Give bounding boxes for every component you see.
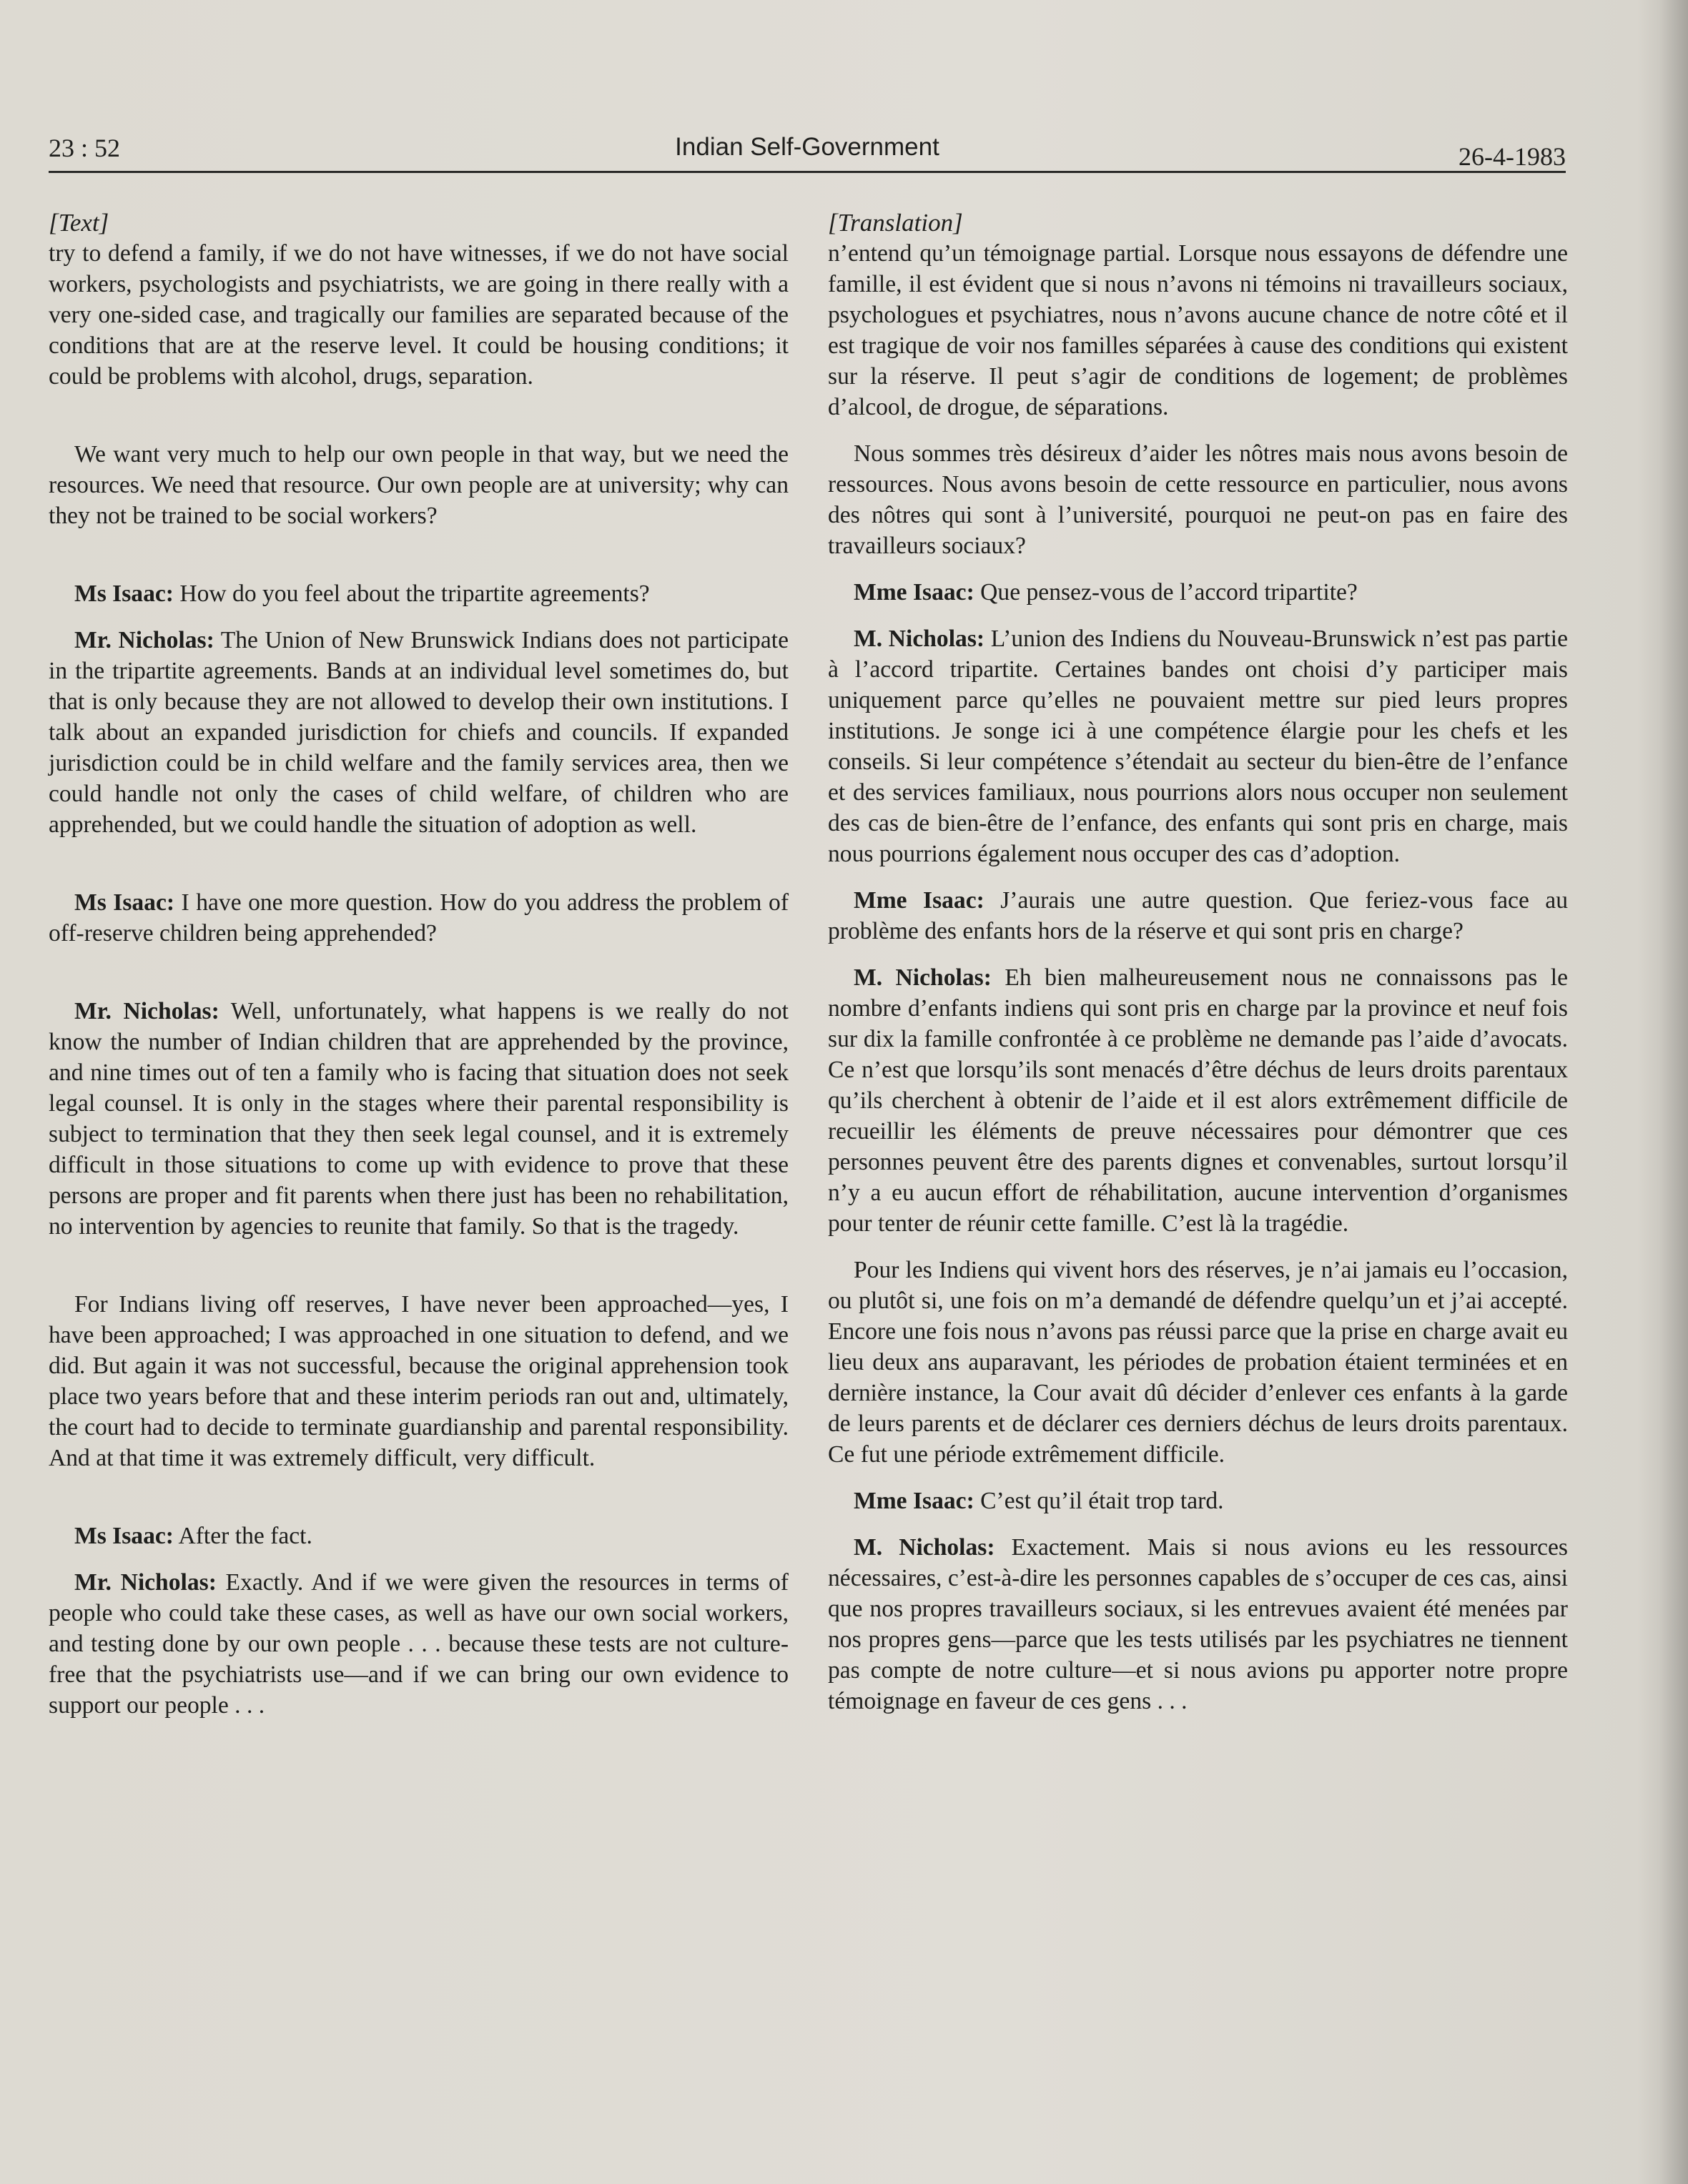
speaker-paragraph <box>49 887 789 949</box>
speech-text: Well, unfortunately, what happens is we really do not know the number of Indian children that are apprehended by the province, and nine times out of ten a family who is facing that situation does not seek legal counsel. It is only in the stages where their parental responsibility is subject to termination that they then seek legal counsel, and it is extremely difficult in those situations to come up with evidence to prove that these persons are proper and fit parents when there just has been no rehabilitation, no intervention by agencies to reunite that family. So that is the tragedy. <box>49 998 789 1240</box>
speech-text: Exactly. And if we were given the resources in terms of people who could take these cases, as well as have our own social workers, and testing done by our own people . . . because these tests are not culture-free that the psychiatrists use—and if we can bring our own evidence to support our people . . . <box>49 1569 789 1719</box>
speaker-name: Mme Isaac: <box>854 1488 974 1514</box>
speaker-paragraph <box>828 962 1568 1239</box>
speaker-paragraph <box>828 1486 1568 1516</box>
translation-tag: [Translation] <box>828 209 963 237</box>
speaker-name: M. Nicholas: <box>854 1534 995 1561</box>
paragraph: Pour les Indiens qui vivent hors des réserves, je n’ai jamais eu l’occasion, ou plutôt si, une fois on m’a demandé de défendre quelqu’un et j’ai accepté. Encore une fois nous n’avons pas réussi parce que la prise en charge avait eu lieu deux ans auparavant, les périodes de probation étaient terminées et en dernière instance, la Cour avait dû décider d’enlever ces enfants à la garde de leurs parents et de déclarer ces derniers déchus de leurs droits parentaux. Ce fut une période extrêmement difficile. <box>828 1257 1568 1468</box>
speaker-name: Mr. Nicholas: <box>74 998 219 1024</box>
speaker-name: M. Nicholas: <box>854 964 992 991</box>
speech-text: C’est qu’il était trop tard. <box>974 1488 1224 1514</box>
speech-text: How do you feel about the tripartite agreements? <box>173 580 650 607</box>
speaker-paragraph <box>49 996 789 1242</box>
page-date: 26-4-1983 <box>1459 142 1566 171</box>
speaker-paragraph <box>49 625 789 840</box>
paragraph: n’entend qu’un témoignage partial. Lorsque nous essayons de défendre une famille, il est évident que si nous n’avons ni témoins ni travailleurs sociaux, psychologues et psychiatres, nous n’avons aucune chance de notre côté et il est tragique de voir nos familles séparées à cause des conditions qui existent sur la réserve. Il peut s’agir de conditions de logement; de problèmes d’alcool, de drogue, de séparations. <box>828 240 1568 420</box>
page-number: 23 : 52 <box>49 134 121 162</box>
speaker-name: Mme Isaac: <box>854 887 984 914</box>
speech-text: I have one more question. How do you address the problem of off-reserve children being apprehended? <box>49 889 789 947</box>
speech-text: Que pensez-vous de l’accord tripartite? <box>974 579 1358 606</box>
page-header <box>49 133 1566 173</box>
paragraph: try to defend a family, if we do not have witnesses, if we do not have social workers, psychologists and psychiatrists, we are going in there really with a very one-sided case, and tragically our families are separated because of the conditions that are at the reserve level. It could be housing conditions; it could be problems with alcohol, drugs, separation. <box>49 240 789 390</box>
running-title: Indian Self-Government <box>675 133 939 161</box>
speaker-paragraph <box>828 1532 1568 1716</box>
speaker-name: M. Nicholas: <box>854 626 985 652</box>
speaker-paragraph <box>828 577 1568 608</box>
speaker-name: Ms Isaac: <box>74 889 175 916</box>
speaker-name: Mr. Nicholas: <box>74 627 214 653</box>
speech-text: J’aurais une autre question. Que feriez-vous face au problème des enfants hors de la réserve et qui sont pris en charge? <box>828 887 1568 944</box>
speaker-paragraph <box>828 885 1568 947</box>
speaker-paragraph <box>49 1521 789 1551</box>
paragraph: For Indians living off reserves, I have never been approached—yes, I have been approached; I was approached in one situation to defend, and we did. But again it was not successful, because the original apprehension took place two years before that and these interim periods ran out and, ultimately, the court had to decide to terminate guardianship and parental responsibility. And at that time it was extremely difficult, very difficult. <box>49 1291 789 1471</box>
speaker-paragraph <box>49 578 789 609</box>
speech-text: After the fact. <box>173 1523 312 1549</box>
speaker-paragraph <box>828 623 1568 869</box>
speech-text: The Union of New Brunswick Indians does not participate in the tripartite agreements. Bands at an individual level sometimes do, but that is only because they are not allowed to develop their own institutions. I talk about an expanded jurisdiction for chiefs and councils. If expanded jurisdiction could be in child welfare and the family services area, then we could handle not only the cases of child welfare, of children who are apprehended, but we could handle the situation of adoption as well. <box>49 627 789 838</box>
speaker-name: Ms Isaac: <box>74 580 174 607</box>
speaker-name: Mr. Nicholas: <box>74 1569 217 1596</box>
page-edge-shadow <box>1659 0 1688 2184</box>
speaker-name: Ms Isaac: <box>74 1523 174 1549</box>
text-tag: [Text] <box>49 209 109 237</box>
speech-text: L’union des Indiens du Nouveau-Brunswick n’est pas partie à l’accord tripartite. Certaines bandes ont choisi d’y participer mais uniquement parce qu’elles ne pouvaient mettre sur pied leurs propres institutions. Je songe ici à une compétence élargie pour les chefs et les conseils. Si leur compétence s’étendait au secteur du bien-être de l’enfance et des services familiaux, nous pourrions alors nous occuper non seulement des cas de bien-être de l’enfance, des enfants qui sont pris en charge, mais nous pourrions également nous occuper des cas d’adoption. <box>828 626 1568 867</box>
header-rule <box>49 171 1566 173</box>
speaker-paragraph <box>49 1567 789 1721</box>
speech-text: Eh bien malheureusement nous ne connaissons pas le nombre d’enfants indiens qui sont pris en charge par la province et neuf fois sur dix la famille confrontée à ce problème ne demande pas l’aide d’avocats. Ce n’est que lorsqu’ils sont menacés d’être déchus de leurs droits parentaux qu’ils cherchent à obtenir de l’aide et il est alors extrêmement difficile de recueillir les éléments de preuve nécessaires pour démontrer que ces personnes peuvent être des parents dignes et convenables, surtout lorsqu’il n’y a eu aucun effort de réhabilitation, aucune intervention d’organismes pour tenter de réunir cette famille. C’est là la tragédie. <box>828 964 1568 1237</box>
speech-text: Exactement. Mais si nous avions eu les ressources nécessaires, c’est-à-dire les personnes capables de s’occuper de ces cas, ainsi que nos propres travailleurs sociaux, si les entrevues avaient été menées par nos propres gens—parce que les tests utilisés par les psychiatres ne tiennent pas compte de notre culture—et si nous avions pu apporter notre propre témoignage en faveur de ces gens . . . <box>828 1534 1568 1714</box>
paragraph: Nous sommes très désireux d’aider les nôtres mais nous avons besoin de ressources. Nous avons besoin de cette ressource en particulier, nous avons des nôtres qui sont à l’université, pourquoi ne peut-on pas en faire des travailleurs sociaux? <box>828 440 1568 559</box>
paragraph: We want very much to help our own people in that way, but we need the resources. We need that resource. Our own people are at university; why can they not be trained to be social workers? <box>49 441 789 529</box>
english-column <box>49 207 789 1721</box>
speaker-name: Mme Isaac: <box>854 579 974 606</box>
french-column <box>828 207 1568 1716</box>
